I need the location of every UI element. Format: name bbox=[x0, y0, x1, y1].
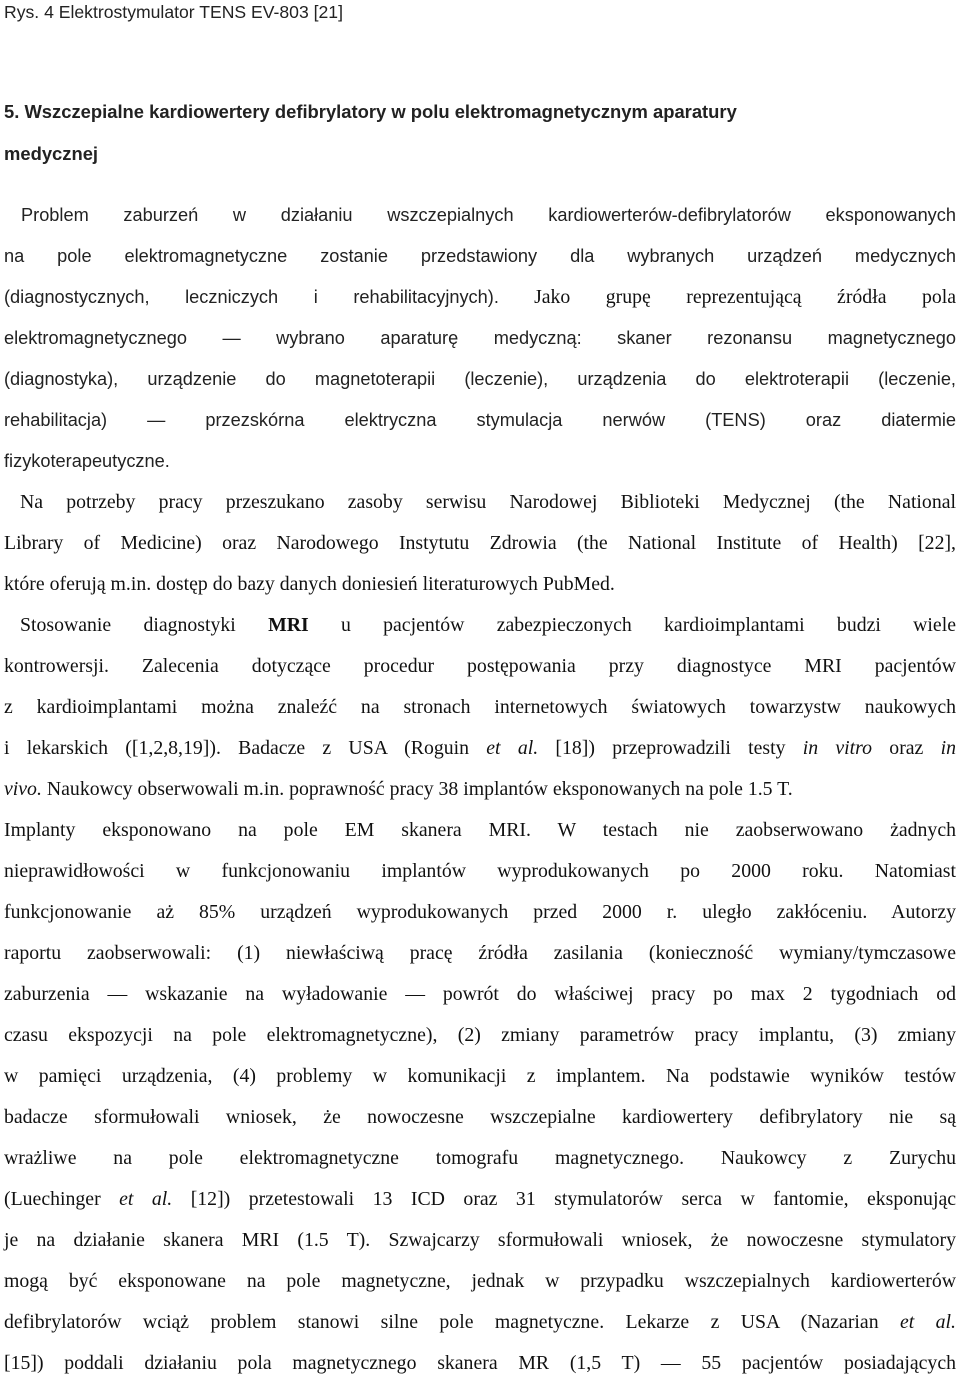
p3-l1-b: u pacjentów zabezpieczonych kardioimplantami budzi wiele bbox=[340, 614, 956, 636]
paragraph-3-line-19: [15]) poddali działaniu pola magnetycznego skanera MR (1,5 T) — 55 pacjentów posiadających bbox=[4, 1352, 956, 1374]
figure-caption: Rys. 4 Elektrostymulator TENS EV-803 [21] bbox=[4, 2, 343, 22]
paragraph-3-line-4 bbox=[4, 736, 956, 760]
paragraph-1-line-6: rehabilitacja) — przezskórna elektryczna stymulacja nerwów (TENS) oraz diatermie bbox=[4, 410, 956, 430]
paragraph-1-line-1: Problem zaburzeń w działaniu wszczepialnych kardiowerterów-defibrylatorów eksponowanych bbox=[21, 205, 956, 225]
paragraph-3-line-11: czasu ekspozycji na pole elektromagnetyczne), (2) zmiany parametrów pracy implantu, (3) zmiany bbox=[4, 1024, 956, 1046]
paragraph-1-line-7: fizykoterapeutyczne. bbox=[4, 451, 170, 471]
paragraph-3-line-1 bbox=[20, 613, 956, 637]
p3-l15-b: [12]) przetestowali 13 ICD oraz 31 stymulatorów serca w fantomie, eksponując bbox=[190, 1188, 956, 1210]
section-heading-line-2: medycznej bbox=[4, 143, 99, 164]
paragraph-3-line-13: badacze sformułowali wniosek, że nowoczesne wszczepialne kardiowertery defibrylatory nie są bbox=[4, 1106, 956, 1128]
paragraph-1-line-3-sans: (diagnostycznych, leczniczych i rehabilitacyjnych). bbox=[4, 287, 499, 307]
paragraph-2-line-2: Library of Medicine) oraz Narodowego Instytutu Zdrowia (the National Institute of Health) [22], bbox=[4, 532, 956, 554]
in-vitro: in vitro bbox=[802, 737, 873, 759]
paragraph-3-line-16: je na działanie skanera MRI (1.5 T). Szwajcarzy sformułowali wniosek, że nowoczesne stymulatory bbox=[4, 1229, 956, 1251]
section-heading-line-1: 5. Wszczepialne kardiowertery defibrylatory w polu elektromagnetycznym aparatury bbox=[4, 101, 737, 122]
paragraph-3-line-15 bbox=[4, 1187, 956, 1211]
p3-l4-b: [18]) przeprowadzili testy bbox=[555, 737, 786, 759]
paragraph-2-line-1: Na potrzeby pracy przeszukano zasoby serwisu Narodowej Biblioteki Medycznej (the National bbox=[20, 491, 956, 513]
et-al-3: et al. bbox=[899, 1311, 956, 1333]
paragraph-1-line-3-serif: Jako grupę reprezentującą źródła pola bbox=[534, 286, 956, 308]
paragraph-3-line-5 bbox=[4, 777, 956, 801]
vivo-italic: vivo. bbox=[4, 778, 42, 800]
et-al-1: et al. bbox=[486, 737, 539, 759]
paragraph-3-line-10: zaburzenia — wskazanie na wyładowanie — powrót do właściwej pracy po max 2 tygodniach od bbox=[4, 983, 956, 1005]
paragraph-3-line-12: w pamięci urządzenia, (4) problemy w komunikacji z implantem. Na podstawie wyników testów bbox=[4, 1065, 956, 1087]
paragraph-1-line-3 bbox=[4, 285, 956, 310]
p3-l5-b: Naukowcy obserwowali m.in. poprawność pracy 38 implantów eksponowanych na pole 1.5 T. bbox=[46, 778, 793, 800]
et-al-2: et al. bbox=[119, 1188, 173, 1210]
paragraph-1-line-4: elektromagnetycznego — wybrano aparaturę medyczną: skaner rezonansu magnetycznego bbox=[4, 328, 956, 348]
paragraph-3-line-7: nieprawidłowości w funkcjonowaniu implantów wyprodukowanych po 2000 roku. Natomiast bbox=[4, 860, 956, 882]
p3-l1-a: Stosowanie diagnostyki bbox=[20, 614, 236, 636]
p3-l15-a: (Luechinger bbox=[4, 1188, 101, 1210]
paragraph-3-line-8: funkcjonowanie aż 85% urządzeń wyprodukowanych przed 2000 r. uległo zakłóceniu. Autorzy bbox=[4, 901, 956, 923]
p3-l4-c: oraz bbox=[889, 737, 924, 759]
paragraph-3-line-2: kontrowersji. Zalecenia dotyczące procedur postępowania przy diagnostyce MRI pacjentów bbox=[4, 655, 956, 677]
p3-l4-a: i lekarskich ([1,2,8,19]). Badacze z USA (Roguin bbox=[4, 737, 470, 759]
paragraph-3-line-17: mogą być eksponowane na pole magnetyczne, jednak w przypadku wszczepialnych kardiowerterów bbox=[4, 1270, 956, 1292]
paragraph-3-line-6: Implanty eksponowano na pole EM skanera MRI. W testach nie zaobserwowano żadnych bbox=[4, 819, 956, 841]
paragraph-3-line-18 bbox=[4, 1310, 956, 1334]
paragraph-2-line-3: które oferują m.in. dostęp do bazy danych doniesień literaturowych PubMed. bbox=[4, 573, 615, 595]
in-italic: in bbox=[940, 737, 956, 759]
paragraph-3-line-3: z kardioimplantami można znaleźć na stronach internetowych światowych towarzystw naukowych bbox=[4, 696, 956, 718]
paragraph-1-line-5: (diagnostyka), urządzenie do magnetoterapii (leczenie), urządzenia do elektroterapii (leczenie, bbox=[4, 369, 956, 389]
p3-l18-a: defibrylatorów wciąż problem stanowi silne pole magnetyczne. Lekarze z USA (Nazarian bbox=[4, 1311, 879, 1333]
paragraph-1-line-2: na pole elektromagnetyczne zostanie przedstawiony dla wybranych urządzeń medycznych bbox=[4, 246, 956, 266]
mri-bold: MRI bbox=[268, 614, 309, 636]
paragraph-3-line-14: wrażliwe na pole elektromagnetyczne tomografu magnetycznego. Naukowcy z Zurychu bbox=[4, 1147, 956, 1169]
paragraph-3-line-9: raportu zaobserwowali: (1) niewłaściwą pracę źródła zasilania (konieczność wymiany/tymczasowe bbox=[4, 942, 956, 964]
